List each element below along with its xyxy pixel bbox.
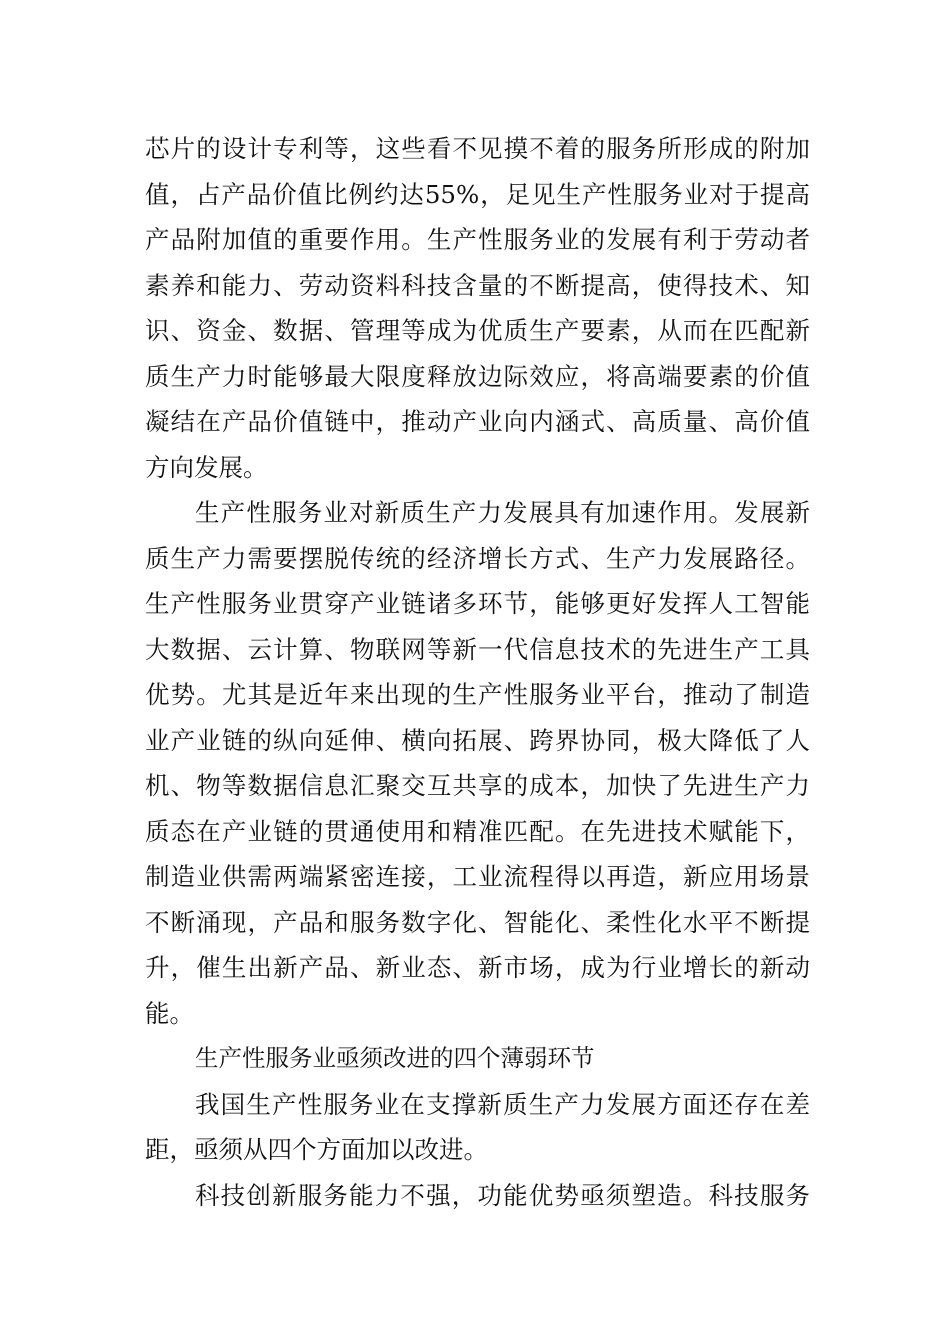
text-line: 质生产力需要摆脱传统的经济增长方式、生产力发展路径。 bbox=[145, 543, 810, 573]
paragraph-first-line: 生产性服务业对新质生产力发展具有加速作用。发展新 bbox=[195, 498, 810, 527]
text-line: 距，亟须从四个方面加以改进。 bbox=[145, 1135, 488, 1164]
text-line: 业产业链的纵向延伸、横向拓展、跨界协同，极大降低了人 bbox=[145, 725, 810, 755]
text-line: 能。 bbox=[145, 998, 194, 1028]
text-line: 质生产力时能够最大限度释放边际效应，将高端要素的价值 bbox=[145, 361, 810, 391]
text-line: 芯片的设计专利等，这些看不见摸不着的服务所形成的附加 bbox=[145, 134, 810, 163]
text-line: 大数据、云计算、物联网等新一代信息技术的先进生产工具 bbox=[145, 634, 810, 664]
text-line: 升，催生出新产品、新业态、新市场，成为行业增长的新动 bbox=[145, 953, 810, 982]
text-line: 质态在产业链的贯通使用和精准匹配。在先进技术赋能下， bbox=[145, 816, 810, 846]
text-line: 方向发展。 bbox=[145, 452, 268, 482]
paragraph-first-line: 我国生产性服务业在支撑新质生产力发展方面还存在差 bbox=[195, 1089, 810, 1119]
text-line: 产品附加值的重要作用。生产性服务业的发展有利于劳动者 bbox=[145, 225, 810, 254]
text-line: 识、资金、数据、管理等成为优质生产要素，从而在匹配新 bbox=[145, 316, 810, 345]
text-line: 生产性服务业贯穿产业链诸多环节，能够更好发挥人工智能 bbox=[145, 589, 810, 618]
text-line: 机、物等数据信息汇聚交互共享的成本，加快了先进生产力 bbox=[145, 771, 810, 800]
text-line: 素养和能力、劳动资料科技含量的不断提高，使得技术、知 bbox=[145, 270, 810, 300]
body-text bbox=[145, 126, 810, 1218]
section-heading: 生产性服务业亟须改进的四个薄弱环节 bbox=[195, 1044, 595, 1072]
text-line: 制造业供需两端紧密连接，工业流程得以再造，新应用场景 bbox=[145, 862, 810, 891]
text-line: 优势。尤其是近年来出现的生产性服务业平台，推动了制造 bbox=[145, 680, 810, 709]
paragraph-first-line: 科技创新服务能力不强，功能优势亟须塑造。科技服务 bbox=[195, 1180, 810, 1210]
text-line: 凝结在产品价值链中，推动产业向内涵式、高质量、高价值 bbox=[145, 407, 810, 436]
text-line: 值，占产品价值比例约达55%，足见生产性服务业对于提高 bbox=[145, 179, 810, 209]
text-line: 不断涌现，产品和服务数字化、智能化、柔性化水平不断提 bbox=[145, 907, 810, 937]
